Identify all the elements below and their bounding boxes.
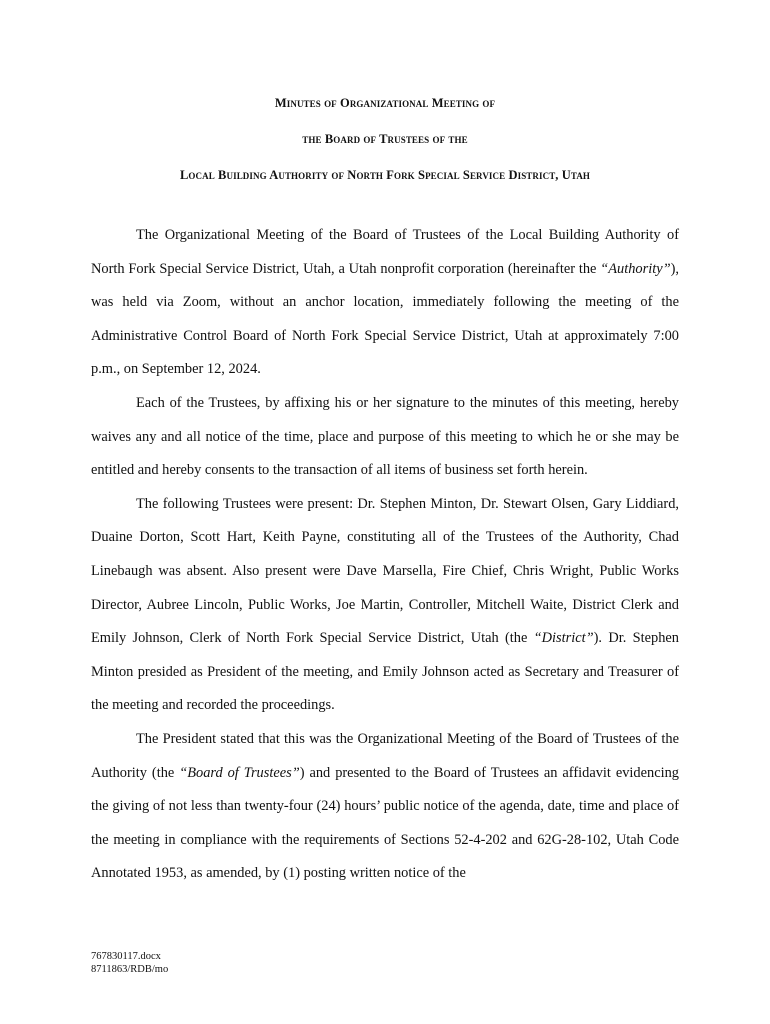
minutes-body xyxy=(91,219,679,891)
paragraph-attendance xyxy=(91,488,679,723)
paragraph-text: ), was held via Zoom, without an anchor location, immediately following the meeting of the Administrative Control Board of North Fork Special Service District, Utah at approximately 7:00 p.m., on September 12, 2024. xyxy=(91,260,679,378)
paragraph-text: Each of the Trustees, by affixing his or her signature to the minutes of this meeting, hereby waives any and all notice of the time, place and purpose of this meeting to which he or she may be entitled and hereby consents to the transaction of all items of business set forth herein. xyxy=(91,394,679,479)
footer-doc-id: 767830117.docx xyxy=(91,951,161,962)
title-line-1: Minutes of Organizational Meeting of xyxy=(274,96,496,110)
defined-term-board-of-trustees: “Board of Trustees” xyxy=(179,764,300,781)
paragraph-public-notice xyxy=(91,723,679,891)
title-line-2: the Board of Trustees of the xyxy=(302,132,468,146)
document-footer xyxy=(91,950,168,976)
defined-term-authority: “Authority” xyxy=(600,260,671,277)
footer-reference: 8711863/RDB/mo xyxy=(91,964,169,975)
paragraph-text: ). Dr. Stephen Minton presided as President of the meeting, and Emily Johnson acted as Secretary and Treasurer of the meeting and recorded the proceedings. xyxy=(91,630,679,714)
paragraph-meeting-held xyxy=(91,219,679,387)
paragraph-text: The President stated that this was the Organizational Meeting of the Board of Trustees of the Authority (the xyxy=(91,730,679,781)
paragraph-text: The Organizational Meeting of the Board of Trustees of the Local Building Authority of North Fork Special Service District, Utah, a Utah nonprofit corporation (hereinafter the xyxy=(91,227,679,277)
paragraph-waiver-of-notice xyxy=(91,387,679,488)
defined-term-district: “District” xyxy=(533,630,594,647)
paragraph-text: The following Trustees were present: Dr. Stephen Minton, Dr. Stewart Olsen, Gary Liddiard, Duaine Dorton, Scott Hart, Keith Payne, constituting all of the Trustees of the Authority, Chad Linebaugh was absent. Also present were Dave Marsella, Fire Chief, Chris Wright, Public Works Director, Aubree Lincoln, Public Works, Joe Martin, Controller, Mitchell Waite, District Clerk and Emily Johnson, Clerk of North Fork Special Service District, Utah (the xyxy=(91,495,679,647)
paragraph-text: ) and presented to the Board of Trustees an affidavit evidencing the giving of not less than twenty-four (24) hours’ public notice of the agenda, date, time and place of the meeting in compliance with the requirements of Sections 52-4-202 and 62G-28-102, Utah Code Annotated 1953, as amended, by (1) posting written notice of the xyxy=(91,764,679,882)
title-line-3: Local Building Authority of North Fork Special Service District, Utah xyxy=(179,168,591,182)
